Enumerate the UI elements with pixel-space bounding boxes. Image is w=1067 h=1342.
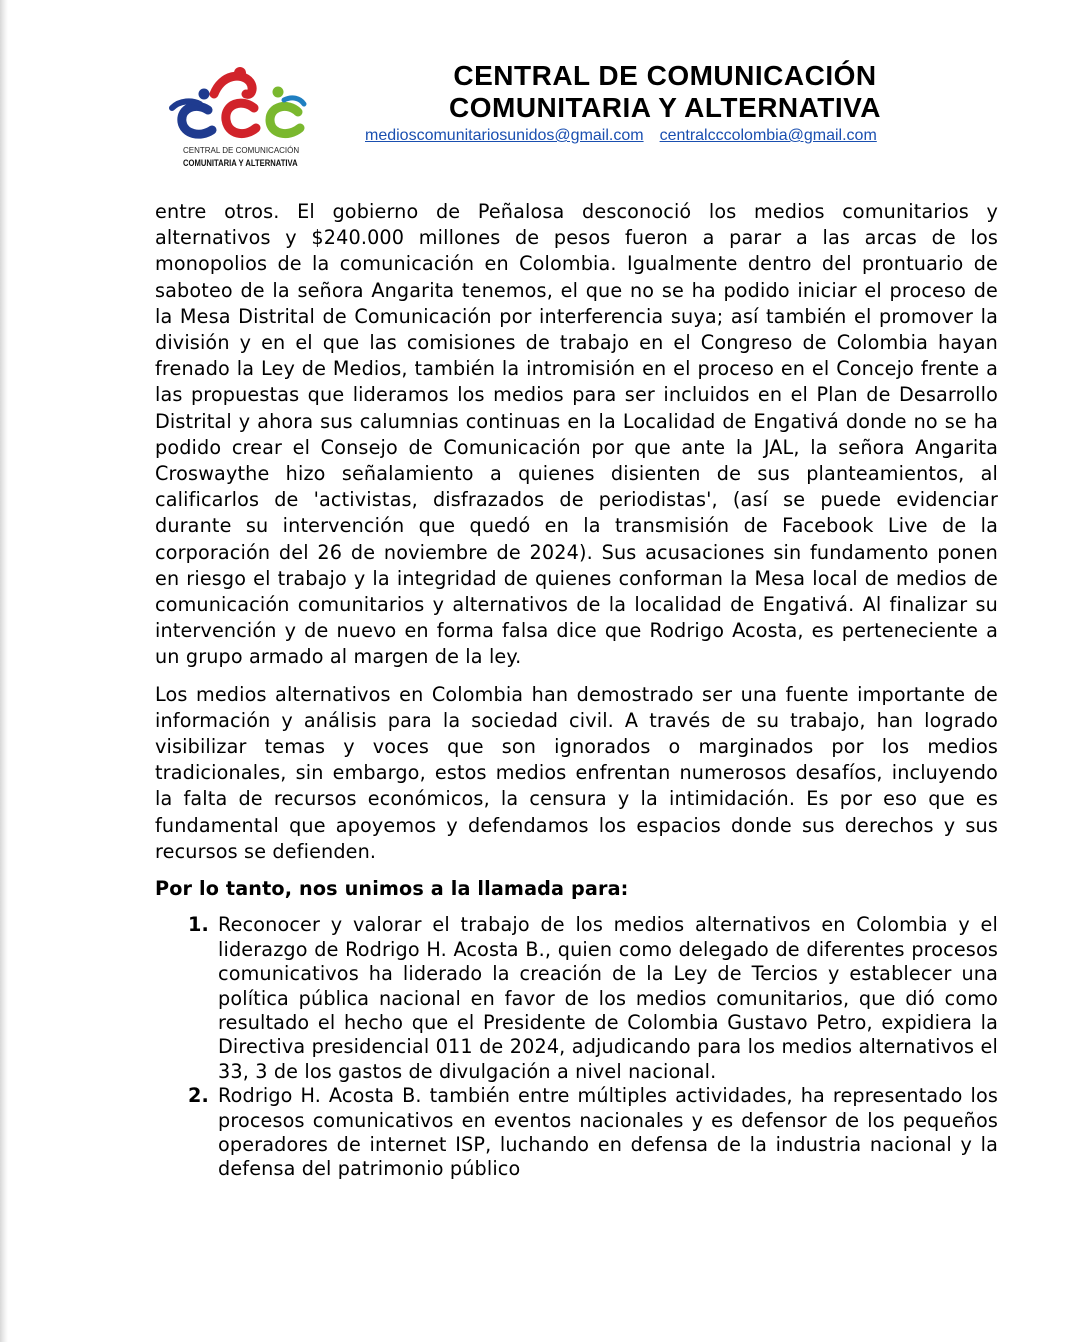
list-item	[155, 1084, 998, 1182]
organization-name-line-2: COMUNITARIA Y ALTERNATIVA	[449, 92, 881, 123]
list-item-text: Reconocer y valorar el trabajo de los medios alternativos en Colombia y el liderazgo de Rodrigo H. Acosta B., quien como delegado de diferentes procesos comunicativos ha liderado la creación de la Ley de Tercios y establecer una política pública nacional en favor de los medios comunitarios, que dió como resultado el hecho que el Presidente de Colombia Gustavo Petro, expidiera la Directiva presidencial 011 de 2024, adjudicando para los medios alternativos el 33, 3 de los gastos de divulgación a nivel nacional.	[218, 913, 998, 1083]
document-body	[155, 199, 998, 1182]
letterhead	[0, 0, 1067, 190]
call-to-action-heading: Por lo tanto, nos unimos a la llamada para:	[155, 877, 629, 901]
page-edge-shadow	[0, 0, 8, 1342]
email-link-1[interactable]: medioscomunitariosunidos@gmail.com	[365, 127, 644, 144]
paragraph-1: entre otros. El gobierno de Peñalosa desconoció los medios comunitarios y alternativos y $240.000 millones de pesos fueron a parar a las arcas de los monopolios de la comunicación en Colombia. Igualmente dentro del prontuario de saboteo de la señora Angarita tenemos, el que no se ha podido iniciar el proceso de la Mesa Distrital de Comunicación por interferencia suya; así también el promover la división y en el que las comisiones de trabajo en el Congreso de Colombia hayan frenado la Ley de Medios, también la intromisión en el proceso en el Concejo frente a las propuestas que lideramos los medios para ser incluidos en el Plan de Desarrollo Distrital y ahora sus calumnias continuas en la Localidad de Engativá donde no se ha podido crear el Consejo de Comunicación por que ante la JAL, la señora Angarita Croswaythe hizo señalamiento a quienes disienten de sus planteamientos, al calificarlos de 'activistas, disfrazados de periodistas', (así se puede evidenciar durante su intervención que quedó en la transmisión de Facebook Live de la corporación del 26 de noviembre de 2024). Sus acusaciones sin fundamento ponen en riesgo el trabajo y la integridad de quienes conforman la Mesa local de medios de comunicación comunitarios y alternativos de la localidad de Engativá. Al finalizar su intervención y de nuevo en forma falsa dice que Rodrigo Acosta, es perteneciente a un grupo armado al margen de la ley.	[155, 200, 998, 669]
organization-logo	[166, 64, 312, 176]
paragraph-2: Los medios alternativos en Colombia han demostrado ser una fuente importante de información y análisis para la sociedad civil. A través de su trabajo, han logrado visibilizar temas y voces que son ignorados o marginados por los medios tradicionales, sin embargo, estos medios enfrentan numerosos desafíos, incluyendo la falta de recursos económicos, la censura y la intimidación. Es por eso que es fundamental que apoyemos y defendamos los espacios donde sus derechos y sus recursos se defienden.	[155, 682, 998, 863]
list-item-text: Rodrigo H. Acosta B. también entre múltiples actividades, ha representado los procesos comunicativos en eventos nacionales y es defensor de los pequeños operadores de internet ISP, luchando en defensa de la industria nacional y la defensa del patrimonio público	[218, 1084, 998, 1181]
list-item	[155, 913, 998, 1084]
list-item-number: 1.	[188, 913, 209, 937]
email-link-2[interactable]: centralcccolombia@gmail.com	[659, 127, 877, 144]
demands-list	[155, 913, 998, 1181]
organization-name	[400, 60, 930, 124]
organization-name-line-1: CENTRAL DE COMUNICACIÓN	[453, 60, 877, 91]
contact-emails	[365, 127, 985, 145]
logo-graphic	[166, 64, 312, 146]
logo-caption-bottom: COMUNITARIA Y ALTERNATIVA	[183, 158, 298, 168]
list-item-number: 2.	[188, 1084, 209, 1108]
logo-caption-top: CENTRAL DE COMUNICACIÓN	[183, 146, 300, 155]
